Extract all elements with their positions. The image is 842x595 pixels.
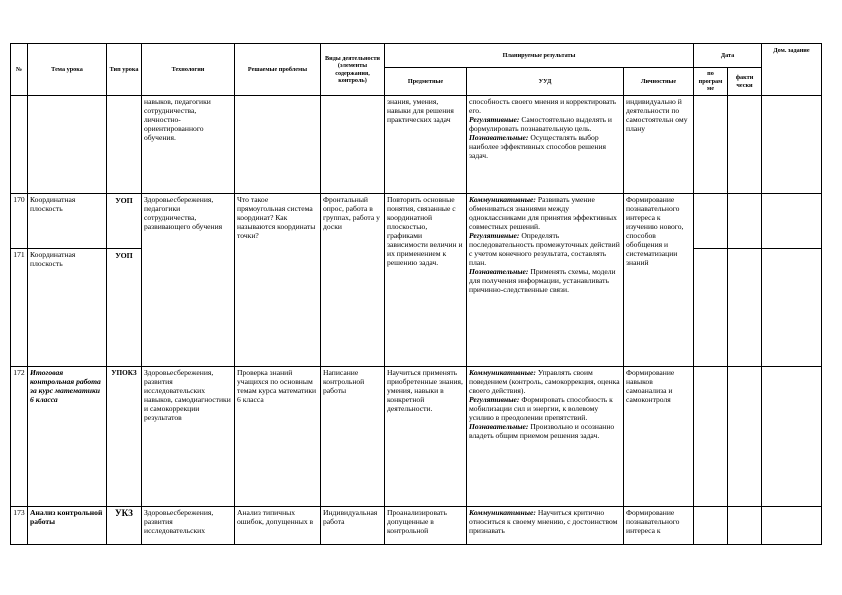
- header-subject: Предметные: [385, 68, 467, 96]
- lesson-uud: [467, 194, 624, 367]
- date-plan-cell: [694, 367, 728, 507]
- header-uud: УУД: [467, 68, 624, 96]
- lesson-num: 172: [11, 367, 28, 507]
- header-activity: Виды деятельности (элементы содержания, контроль): [321, 44, 385, 96]
- header-tech: Технологии: [142, 44, 235, 96]
- header-problems: Решаемые проблемы: [235, 44, 321, 96]
- date-plan-cell: [694, 96, 728, 194]
- table-row: [11, 507, 822, 545]
- lesson-type: УОП: [107, 249, 142, 367]
- header-homework: Дом. задание: [762, 44, 822, 96]
- header-date: Дата: [694, 44, 762, 68]
- table-row: [11, 194, 822, 249]
- date-fact-cell: [728, 367, 762, 507]
- header-topic: Тема урока: [28, 44, 107, 96]
- header-type: Тип урока: [107, 44, 142, 96]
- lesson-topic: [28, 96, 107, 194]
- uud-item: Регулятивные: Определять последовательность промежуточных действий с учетом конечного результата, составлять план.: [469, 231, 620, 267]
- lesson-topic: Координатная плоскость: [28, 249, 107, 367]
- lesson-subject: Повторить основные понятия, связанные с координатной плоскостью, графиками зависимости величин и их применением к решению задач.: [385, 194, 467, 367]
- lesson-num: 171: [11, 249, 28, 367]
- uud-item: Познавательные: Произвольно и осознанно владеть общим приемом решения задач.: [469, 422, 615, 440]
- table-row: [11, 367, 822, 507]
- lesson-problems: Проверка знаний учащихся по основным темам курса математики 6 класса: [235, 367, 321, 507]
- header-row: [11, 44, 822, 68]
- date-fact-cell: [728, 194, 762, 249]
- date-plan-cell: [694, 194, 728, 249]
- date-fact-cell: [728, 507, 762, 545]
- lesson-num: [11, 96, 28, 194]
- date-plan-cell: [694, 507, 728, 545]
- uud-item: Коммуникативные: Управлять своим поведением (контроль, самокоррекция, оценка своего действия).: [469, 368, 620, 395]
- header-date-fact: факти чески: [728, 68, 762, 96]
- lesson-num: 170: [11, 194, 28, 249]
- table-row: [11, 96, 822, 194]
- lesson-topic: Итоговая контрольная работа за курс математики 6 класса: [28, 367, 107, 507]
- lesson-uud: [467, 96, 624, 194]
- uud-item: Коммуникативные: Научиться критично относиться к своему мнению, с достоинством признавать: [469, 508, 618, 535]
- lesson-problems: Что такое прямоугольная система координат? Как называются координаты точки?: [235, 194, 321, 367]
- lesson-personal: Формирование навыков самоанализа и самоконтроля: [624, 367, 694, 507]
- lesson-subject: Проанализировать допущенные в контрольной: [385, 507, 467, 545]
- uud-item: Регулятивные: Формировать способность к мобилизации сил и энергии, к волевому усилию в преодолении препятствий.: [469, 395, 613, 422]
- lesson-type: УПОКЗ: [107, 367, 142, 507]
- homework-cell: [762, 96, 822, 194]
- header-num: №: [11, 44, 28, 96]
- lesson-subject: знания, умения, навыки для решения практических задач: [385, 96, 467, 194]
- lesson-num: 173: [11, 507, 28, 545]
- uud-item: способность своего мнения и корректировать его.: [469, 97, 617, 115]
- lesson-type: УОП: [107, 194, 142, 249]
- date-fact-cell: [728, 249, 762, 367]
- header-personal: Личностные: [624, 68, 694, 96]
- homework-cell: [762, 194, 822, 249]
- date-fact-cell: [728, 96, 762, 194]
- uud-item: Познавательные: Осуществлять выбор наиболее эффективных способов решения задач.: [469, 133, 607, 160]
- uud-item: Коммуникативные: Развивать умение обмениваться знаниями между одноклассниками для принятия эффективных совместных решений.: [469, 195, 617, 231]
- lesson-uud: [467, 367, 624, 507]
- lesson-tech: Здоровьесбережения, педагогики сотрудничества, развивающего обучения: [142, 194, 235, 367]
- lesson-topic: Анализ контрольной работы: [28, 507, 107, 545]
- lesson-plan-table: [10, 43, 822, 545]
- uud-item: Регулятивные: Самостоятельно выделять и формулировать познавательную цель.: [469, 115, 612, 133]
- lesson-activity: [321, 96, 385, 194]
- lesson-problems: [235, 96, 321, 194]
- homework-cell: [762, 367, 822, 507]
- lesson-personal: Формирование познавательного интереса к изучению нового, способов обобщения и систематизации знаний: [624, 194, 694, 367]
- uud-item: Познавательные: Применять схемы, модели для получения информации, устанавливать причинно-следственные связи.: [469, 267, 616, 294]
- lesson-topic: Координатная плоскость: [28, 194, 107, 249]
- homework-cell: [762, 507, 822, 545]
- homework-cell: [762, 249, 822, 367]
- lesson-tech: Здоровьесбережения, развития исследовательских: [142, 507, 235, 545]
- lesson-tech: навыков, педагогики сотрудничества, личностно-ориентированного обучения.: [142, 96, 235, 194]
- lesson-problems: Анализ типичных ошибок, допущенных в: [235, 507, 321, 545]
- lesson-type: УКЗ: [107, 507, 142, 545]
- lesson-uud: [467, 507, 624, 545]
- lesson-type: [107, 96, 142, 194]
- date-plan-cell: [694, 249, 728, 367]
- lesson-personal: Формирование познавательного интереса к: [624, 507, 694, 545]
- lesson-activity: Индивидуальная работа: [321, 507, 385, 545]
- header-planned: Планируемые результаты: [385, 44, 694, 68]
- lesson-tech: Здоровьесбережения, развития исследовательских навыков, самодиагностики и самокоррекции результатов: [142, 367, 235, 507]
- lesson-activity: Написание контрольной работы: [321, 367, 385, 507]
- lesson-subject: Научиться применять приобретенные знания, умения, навыки в конкретной деятельности.: [385, 367, 467, 507]
- header-date-plan: по програм ме: [694, 68, 728, 96]
- lesson-personal: индивидуально й деятельности по самостоятельн ому плану: [624, 96, 694, 194]
- lesson-activity: Фронтальный опрос, работа в группах, работа у доски: [321, 194, 385, 367]
